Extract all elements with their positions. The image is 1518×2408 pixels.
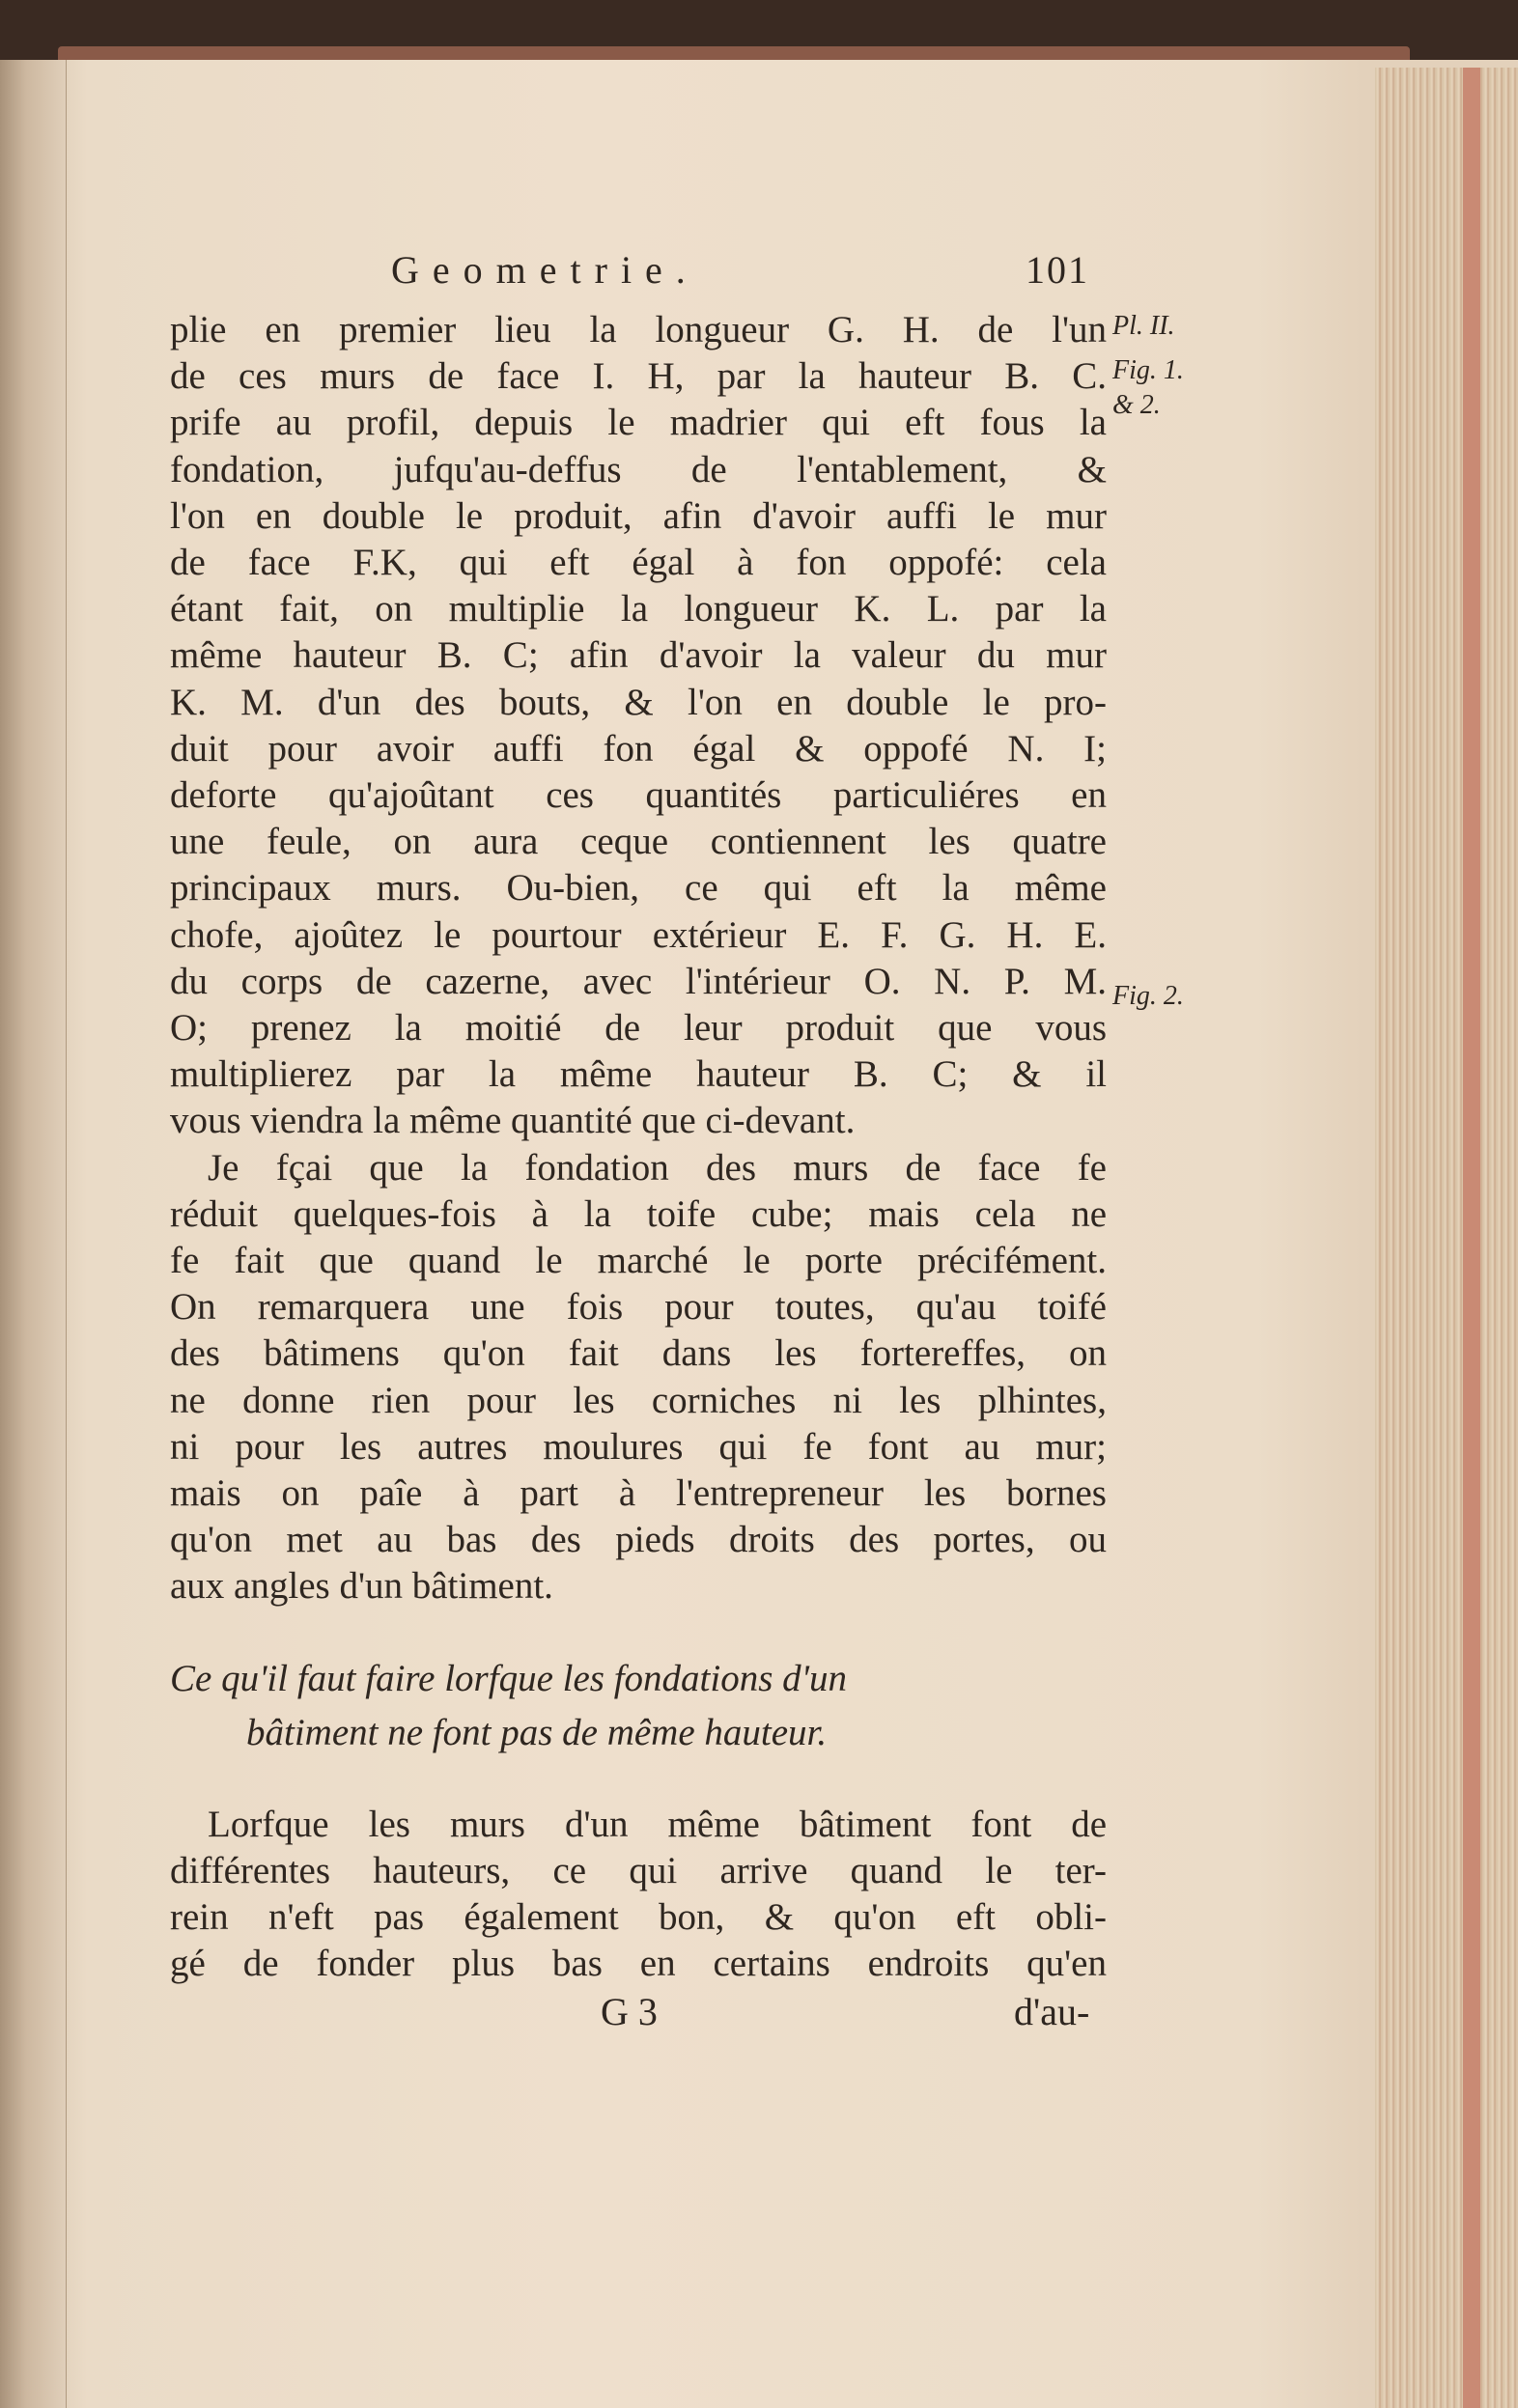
text-line: vous viendra la même quantité que ci-devant. xyxy=(170,1100,856,1142)
text-line: plie en premier lieu la longueur G. H. de l'un xyxy=(170,309,1107,350)
text-line: principaux murs. Ou-bien, ce qui eft la même xyxy=(170,867,1107,910)
text-line: On remarquera une fois pour toutes, qu'au toifé xyxy=(170,1286,1107,1329)
text-line: Je fçai que la fondation des murs de face fe xyxy=(208,1146,1107,1189)
text-line: Lorfque les murs d'un même bâtiment font de xyxy=(208,1804,1107,1845)
running-head: Geometrie. xyxy=(391,248,699,292)
page-number: 101 xyxy=(1026,248,1089,292)
facing-page-edge xyxy=(0,60,67,2408)
text-line: étant fait, on multiplie la longueur K. L. par la xyxy=(170,588,1107,630)
text-line: rein n'eft pas également bon, & qu'on eft obli- xyxy=(170,1896,1107,1938)
text-line: deforte qu'ajoûtant ces quantités particuliéres en xyxy=(170,774,1107,816)
margin-note-plate: Pl. II. xyxy=(1112,311,1175,341)
text-line: prife au profil, depuis le madrier qui eft fous la xyxy=(170,402,1107,444)
text-line: même hauteur B. C; afin d'avoir la valeur du mur xyxy=(170,634,1107,677)
text-line: duit pour avoir auffi fon égal & oppofé N. I; xyxy=(170,727,1107,770)
text-line: de face F.K, qui eft égal à fon oppofé: cela xyxy=(170,542,1107,583)
text-line: l'on en double le produit, afin d'avoir auffi le mur xyxy=(170,494,1107,537)
margin-note-figure-3: Fig. 2. xyxy=(1112,981,1184,1011)
text-line: chofe, ajoûtez le pourtour extérieur E. F. G. H. E. xyxy=(170,913,1107,956)
text-line: fondation, jufqu'au-deffus de l'entablement, & xyxy=(170,448,1107,490)
text-line: ni pour les autres moulures qui fe font au mur; xyxy=(170,1425,1107,1468)
text-line: mais on paîe à part à l'entrepreneur les bornes xyxy=(170,1472,1107,1514)
catchword: d'au- xyxy=(1014,1990,1090,2033)
text-line: du corps de cazerne, avec l'intérieur O. N. P. M. xyxy=(170,960,1107,1002)
text-line: K. M. d'un des bouts, & l'on en double le pro- xyxy=(170,681,1107,723)
text-line: différentes hauteurs, ce qui arrive quand le ter- xyxy=(170,1850,1107,1891)
signature-mark: G 3 xyxy=(601,1990,658,2033)
text-line: ne donne rien pour les corniches ni les plhintes, xyxy=(170,1379,1107,1421)
section-heading-line: Ce qu'il faut faire lorfque les fondations d'un xyxy=(170,1658,847,1699)
text-line: une feule, on aura ceque contiennent les quatre xyxy=(170,821,1107,863)
text-line: aux angles d'un bâtiment. xyxy=(170,1565,553,1608)
margin-note-figure-2: & 2. xyxy=(1112,390,1161,420)
text-line: multiplierez par la même hauteur B. C; & il xyxy=(170,1053,1107,1096)
text-line: gé de fonder plus bas en certains endroits qu'en xyxy=(170,1943,1107,1984)
text-line: O; prenez la moitié de leur produit que vous xyxy=(170,1007,1107,1049)
section-heading-line: bâtiment ne font pas de même hauteur. xyxy=(246,1712,828,1753)
text-line: réduit quelques-fois à la toife cube; mais cela ne xyxy=(170,1192,1107,1235)
text-line: qu'on met au bas des pieds droits des portes, ou xyxy=(170,1519,1107,1561)
page-stack-edge xyxy=(1375,68,1518,2408)
margin-note-figure: Fig. 1. xyxy=(1112,355,1184,385)
text-line: des bâtimens qu'on fait dans les fortereffes, on xyxy=(170,1332,1107,1375)
red-page-edge xyxy=(1463,68,1480,2408)
text-line: de ces murs de face I. H, par la hauteur B. C. xyxy=(170,355,1107,398)
text-line: fe fait que quand le marché le porte précifément. xyxy=(170,1240,1107,1281)
